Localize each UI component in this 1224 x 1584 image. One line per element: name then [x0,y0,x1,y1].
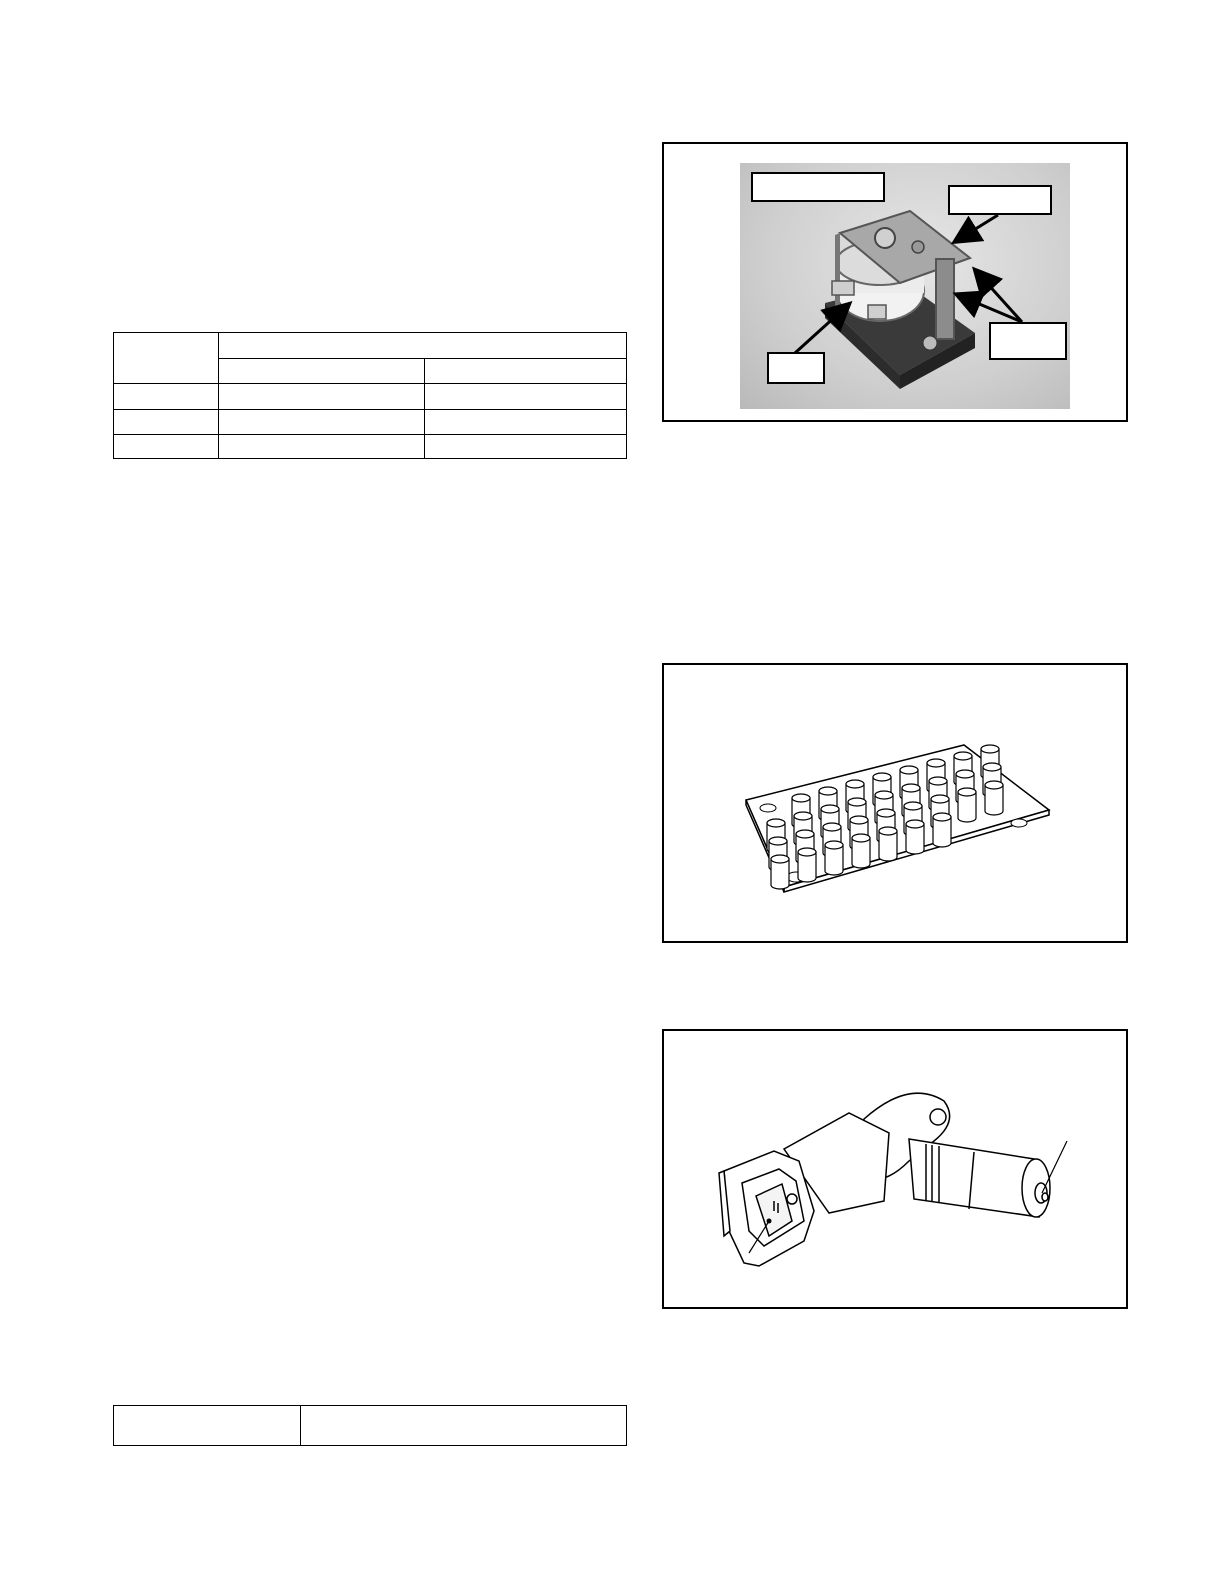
table-cell [425,384,627,409]
capacitor [798,848,816,882]
table-cell [425,434,627,458]
capacitor [852,834,870,868]
table-subheader-cell [425,359,627,384]
table-cell [114,384,219,409]
table-cell [114,434,219,458]
table-header-cell [219,333,627,359]
relay-photo [740,163,1070,409]
value-table [113,1405,627,1446]
table-cell [114,409,219,434]
table-cell [219,384,425,409]
capacitor [771,855,789,889]
capacitor [958,788,976,822]
capacitor [906,820,924,854]
capacitor [879,827,897,861]
table-subheader-cell [219,359,425,384]
board-figure-frame [662,663,1128,943]
table-cell [425,409,627,434]
sensor-figure-frame [662,1029,1128,1309]
table-cell [219,434,425,458]
table-cell [114,1406,301,1446]
spec-table [113,332,627,459]
capacitor [933,813,951,847]
table-cell [219,409,425,434]
capacitor [985,781,1003,815]
table-header-cell [114,333,219,384]
speed-sensor-illustration [664,1031,1130,1311]
callout-arrows [740,163,1070,409]
relay-figure-frame [662,142,1128,422]
capacitor [825,841,843,875]
component-board-illustration [664,665,1130,945]
table-cell [301,1406,627,1446]
